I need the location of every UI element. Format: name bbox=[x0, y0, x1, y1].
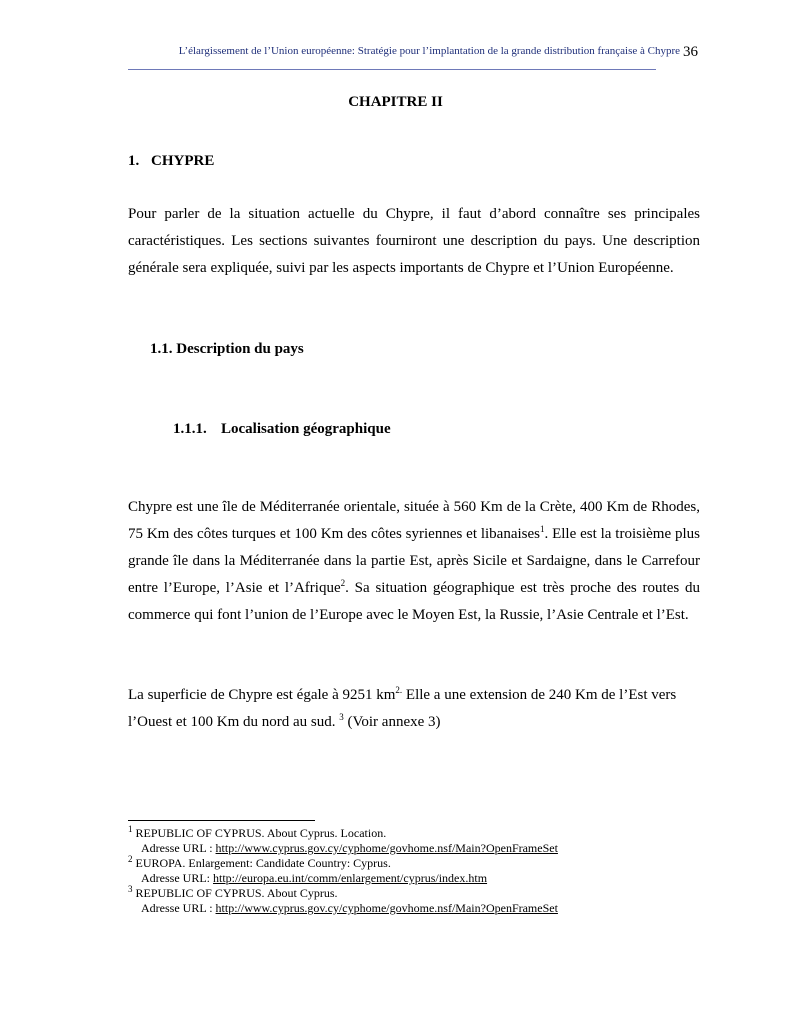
footnote-1-url-line bbox=[128, 841, 688, 856]
section-heading-1-1-1 bbox=[173, 421, 391, 438]
footnote-ref-3[interactable]: 3 bbox=[339, 712, 344, 722]
footnote-ref-1[interactable]: 1 bbox=[540, 524, 545, 534]
location-text-2: . Elle est la troisième plus grande île dans la Méditerranée dans la partie Est, après Sicile et Sardaigne, dans le Carrefour entre l’Europe, l’Asie et l’Afrique bbox=[128, 526, 700, 596]
location-paragraph bbox=[128, 494, 700, 629]
chapter-title: CHAPITRE II bbox=[348, 94, 443, 110]
footnote-3-url-line bbox=[128, 901, 688, 916]
footnote-1-link[interactable]: http://www.cyprus.gov.cy/cyphome/govhome.nsf/Main?OpenFrameSet bbox=[215, 841, 558, 855]
footnote-text: EUROPA. Enlargement: Candidate Country: Cyprus. bbox=[135, 856, 391, 870]
area-text-1: La superficie de Chypre est égale à 9251 km bbox=[128, 687, 396, 703]
footnote-2-link[interactable]: http://europa.eu.int/comm/enlargement/cyprus/index.htm bbox=[213, 871, 488, 885]
subsection-title: Localisation géographique bbox=[221, 421, 391, 437]
section-heading-1-1: 1.1. Description du pays bbox=[150, 341, 304, 357]
section-title: CHYPRE bbox=[151, 153, 215, 169]
subsection-number: 1.1.1. bbox=[173, 421, 207, 437]
footnote-3-link[interactable]: http://www.cyprus.gov.cy/cyphome/govhome.nsf/Main?OpenFrameSet bbox=[215, 901, 558, 915]
area-paragraph bbox=[128, 682, 688, 736]
footnote-text: REPUBLIC OF CYPRUS. About Cyprus. bbox=[135, 886, 338, 900]
footnote-number: 1 bbox=[128, 824, 133, 834]
intro-paragraph bbox=[128, 201, 700, 282]
footnote-number: 2 bbox=[128, 854, 133, 864]
footnote-number: 3 bbox=[128, 884, 133, 894]
url-label: Adresse URL : bbox=[141, 841, 216, 855]
footnote-3 bbox=[128, 886, 688, 901]
footnotes bbox=[128, 826, 688, 916]
location-text-1: Chypre est une île de Méditerranée orientale, située à 560 Km de la Crète, 400 Km de Rhodes, 75 Km des côtes turques et 100 Km des côtes syriennes et libanaises bbox=[128, 499, 700, 542]
footnote-ref-2[interactable]: 2 bbox=[340, 578, 346, 588]
url-label: Adresse URL: bbox=[141, 871, 213, 885]
running-header: L’élargissement de l’Union européenne: Stratégie pour l’implantation de la grande distribution française à Chypre bbox=[178, 45, 680, 57]
footnote-2-url-line bbox=[128, 871, 688, 886]
page-number: 36 bbox=[683, 44, 698, 60]
location-text-3: . Sa situation géographique est très proche des routes du commerce qui font l’union de l’Europe avec le Moyen Est, la Russie, l’Asie Centrale et l’Est. bbox=[128, 580, 700, 623]
footnote-1 bbox=[128, 826, 688, 841]
header-divider bbox=[128, 69, 656, 70]
url-label: Adresse URL : bbox=[141, 901, 216, 915]
section-number: 1. bbox=[128, 153, 140, 169]
area-text-3: (Voir annexe 3) bbox=[343, 714, 441, 730]
area-text-2: Elle a une extension de 240 Km de l’Est vers l’Ouest et 100 Km du nord au sud. bbox=[128, 687, 677, 730]
footnote-2 bbox=[128, 856, 688, 871]
footnote-text: REPUBLIC OF CYPRUS. About Cyprus. Location. bbox=[135, 826, 387, 840]
section-heading-1 bbox=[128, 153, 214, 170]
intro-text: Pour parler de la situation actuelle du Chypre, il faut d’abord connaître ses principales caractéristiques. Les sections suivantes fourniront une description du pays. Une description générale sera expliquée, suivi par les aspects importants de Chypre et l’Union Européenne. bbox=[128, 206, 700, 276]
footnote-separator bbox=[128, 820, 315, 821]
superscript-km2: 2. bbox=[395, 685, 403, 695]
